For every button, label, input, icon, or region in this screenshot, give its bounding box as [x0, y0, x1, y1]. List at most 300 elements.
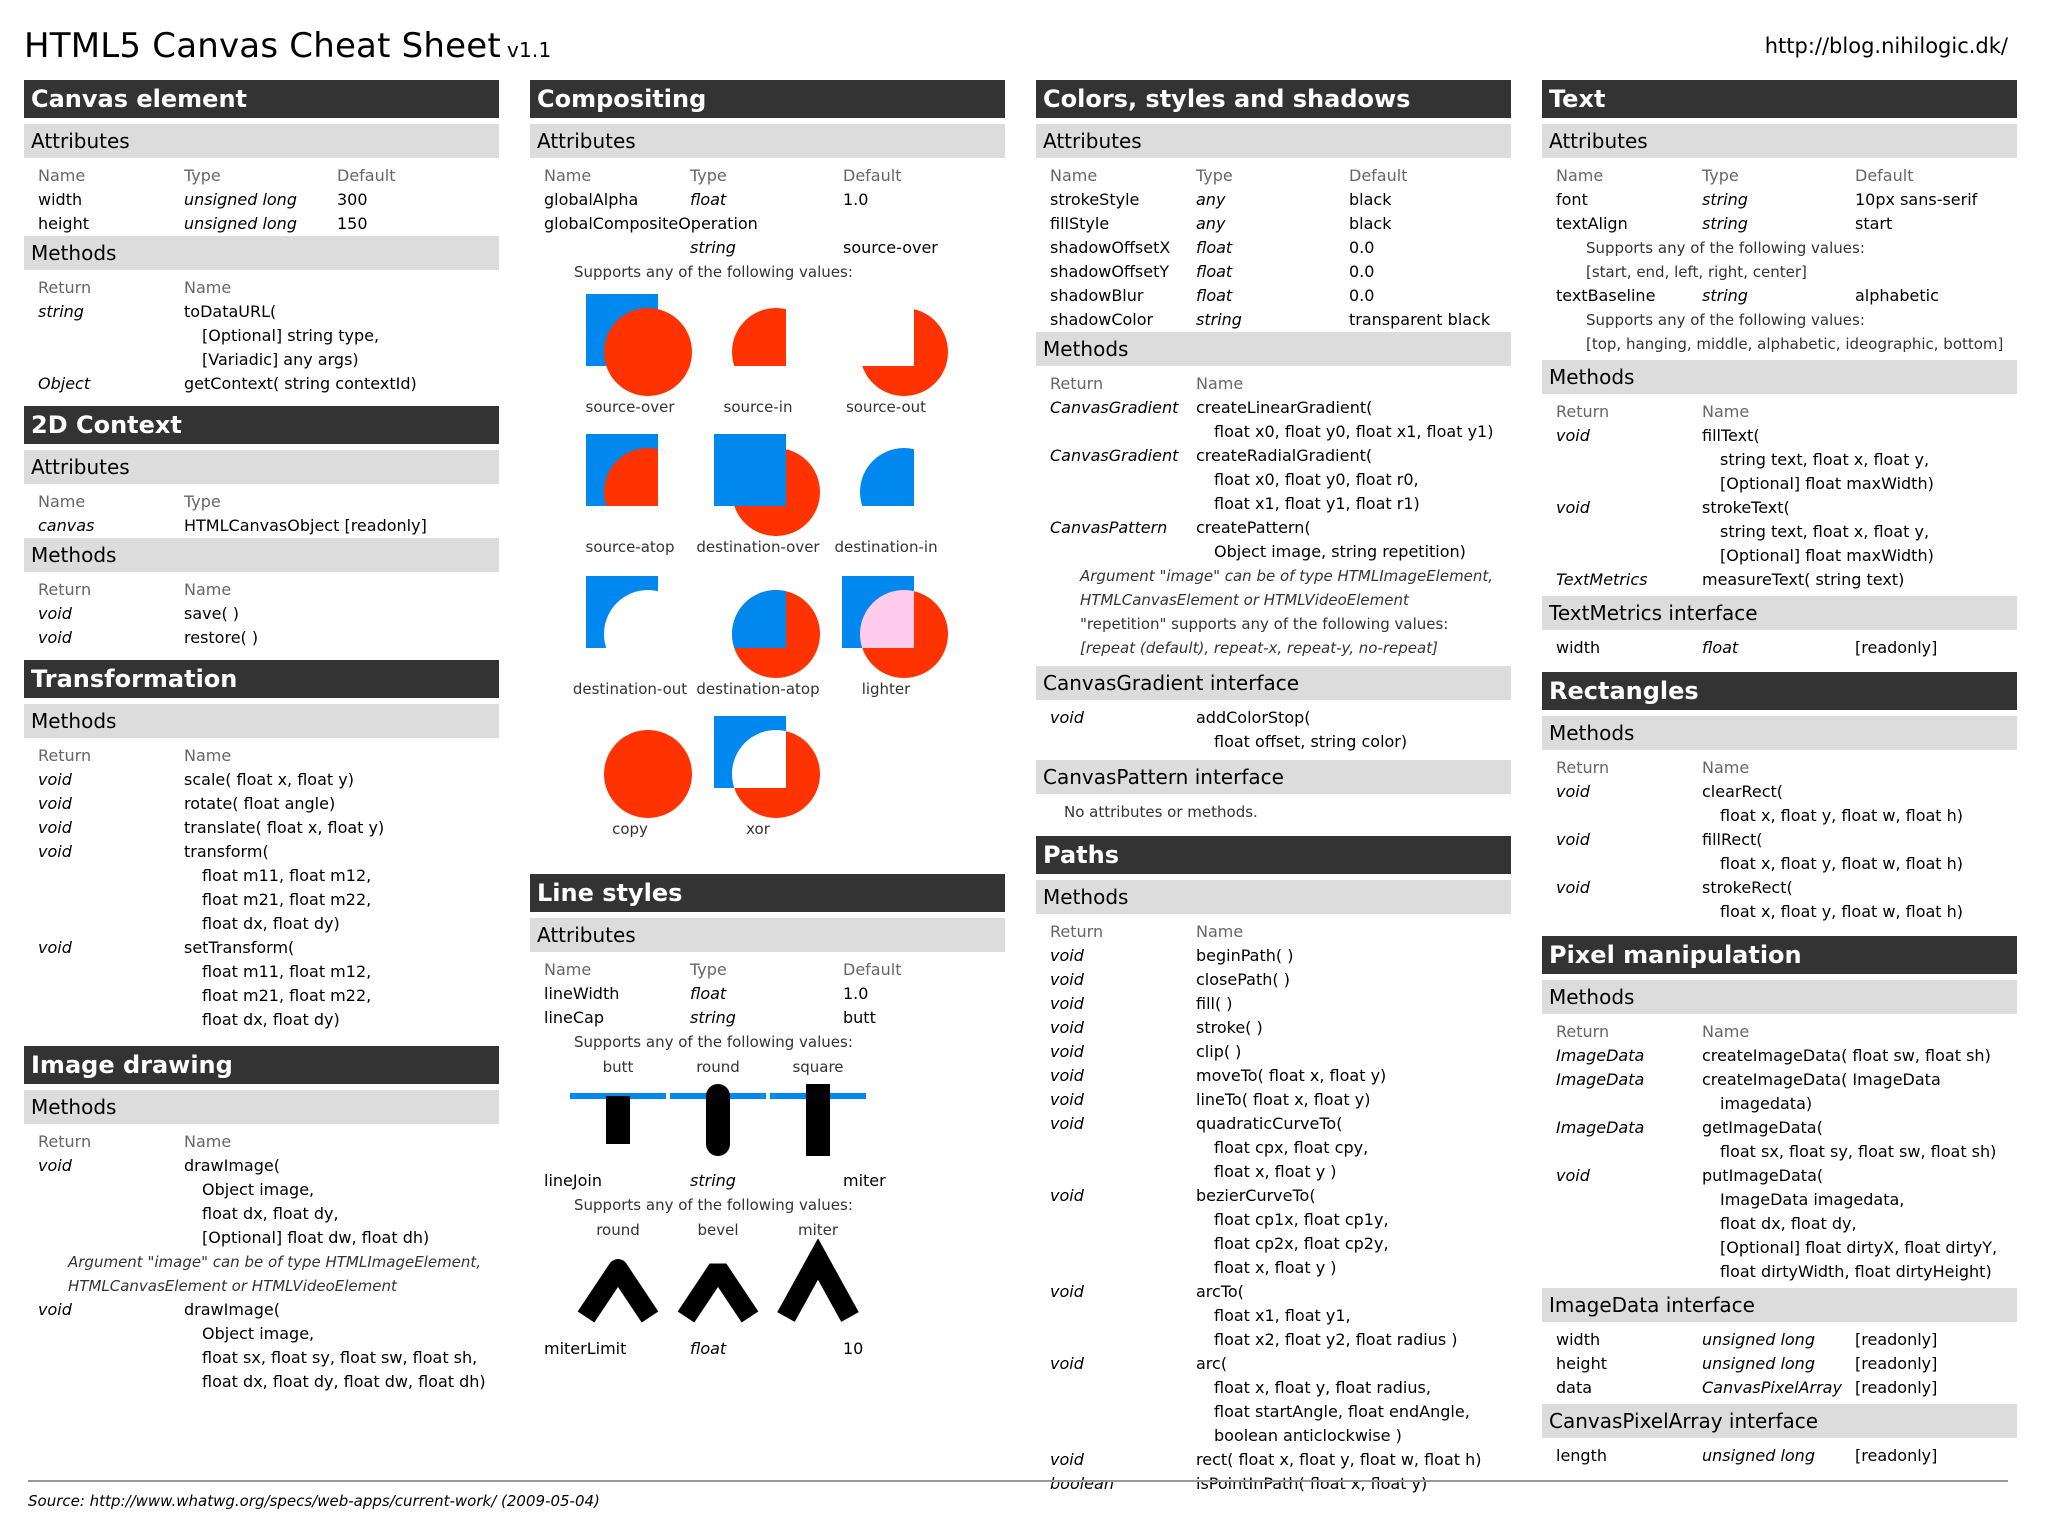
return-type: void — [1050, 1042, 1084, 1061]
signature: float dx, float dy, — [1720, 1214, 1857, 1233]
red-circle — [604, 730, 692, 818]
table-row — [530, 188, 1005, 212]
header-return: Return — [38, 1132, 92, 1151]
op-label: source-out — [845, 398, 927, 416]
table-row — [1036, 188, 1511, 212]
return-type: void — [1556, 498, 1590, 517]
section-paths — [1036, 836, 1511, 1496]
join-stroke — [586, 1269, 650, 1317]
header-name: Name — [1702, 758, 1750, 777]
signature: createImageData( ImageData — [1702, 1070, 1941, 1089]
signature: ImageData imagedata, — [1720, 1190, 1905, 1209]
table-row — [1542, 1236, 2017, 1260]
composite-copy — [604, 730, 692, 838]
return-type: ImageData — [1556, 1046, 1645, 1065]
section-title: Compositing — [530, 80, 1005, 118]
table-row — [1036, 284, 1511, 308]
signature: float cpx, float cpy, — [1214, 1138, 1369, 1157]
table-row — [1036, 1304, 1511, 1328]
join-label: bevel — [697, 1221, 739, 1239]
signature: save( ) — [184, 604, 240, 623]
return-type: void — [1556, 878, 1590, 897]
linecap-butt — [570, 1058, 666, 1144]
methods-table — [1036, 372, 1511, 564]
name-cell: miterLimit — [544, 1339, 627, 1358]
default-cell: [readonly] — [1855, 1446, 1938, 1465]
signature: float x0, float y0, float r0, — [1214, 470, 1419, 489]
return-type: void — [1050, 1090, 1084, 1109]
signature: float startAngle, float endAngle, — [1214, 1402, 1470, 1421]
subsection-methods: Methods — [24, 704, 499, 738]
table-row — [1542, 496, 2017, 520]
textmetrics-table — [1542, 636, 2017, 660]
return-type: ImageData — [1556, 1070, 1645, 1089]
table-row — [24, 300, 499, 324]
table-row — [1036, 1448, 1511, 1472]
name-cell: shadowBlur — [1050, 286, 1144, 305]
page-title: HTML5 Canvas Cheat Sheet v1.1 — [24, 26, 552, 66]
op-label: destination-atop — [696, 680, 820, 698]
section-transformation — [24, 660, 499, 1032]
attributes-table — [1542, 164, 2017, 236]
linecap-round — [670, 1058, 766, 1144]
table-row — [1036, 492, 1511, 516]
signature: float sx, float sy, float sw, float sh) — [1720, 1142, 1997, 1161]
linecap-square — [770, 1058, 866, 1144]
signature: fill( ) — [1196, 994, 1233, 1013]
type-cell: string — [1702, 190, 1748, 209]
table-row — [24, 936, 499, 960]
table-row — [1542, 1068, 2017, 1092]
subsection-textmetrics: TextMetrics interface — [1542, 596, 2017, 630]
table-row — [24, 348, 499, 372]
name-cell: lineCap — [544, 1008, 605, 1027]
name-cell: strokeStyle — [1050, 190, 1140, 209]
signature: [Optional] float dirtyX, float dirtyY, — [1720, 1238, 1998, 1257]
name-cell: lineJoin — [544, 1171, 602, 1190]
default-cell: start — [1855, 214, 1893, 233]
table-row — [1542, 1188, 2017, 1212]
signature: scale( float x, float y) — [184, 770, 354, 789]
header-name: Name — [184, 746, 232, 765]
table-row — [1036, 396, 1511, 420]
table-row — [1542, 804, 2017, 828]
linejoin-round — [586, 1221, 650, 1317]
default-cell: 1.0 — [843, 190, 869, 209]
signature: stroke( ) — [1196, 1018, 1263, 1037]
default-cell: alphabetic — [1855, 286, 1939, 305]
signature: [Optional] string type, — [202, 326, 380, 345]
default-cell: [readonly] — [1855, 638, 1938, 657]
type-cell: float — [1196, 262, 1233, 281]
pixelarray-table — [1542, 1444, 2017, 1468]
table-row — [1036, 468, 1511, 492]
subsection-pixelarray: CanvasPixelArray interface — [1542, 1404, 2017, 1438]
linecap-diagrams — [530, 1054, 1005, 1169]
signature: clip( ) — [1196, 1042, 1242, 1061]
header-return: Return — [1050, 374, 1104, 393]
table-row — [24, 1226, 499, 1250]
return-type: void — [1050, 1114, 1084, 1133]
section-line-styles — [530, 874, 1005, 1361]
header-name: Name — [1196, 374, 1244, 393]
op-label: destination-out — [572, 680, 688, 698]
type-cell: unsigned long — [1702, 1354, 1815, 1373]
subsection-gradient: CanvasGradient interface — [1036, 666, 1511, 700]
table-row — [1036, 260, 1511, 284]
table-row — [24, 372, 499, 396]
composite-source-atop — [586, 434, 693, 556]
name-cell: width — [38, 190, 83, 209]
methods-table — [1542, 756, 2017, 924]
note: "repetition" supports any of the following values: — [1080, 615, 1449, 633]
signature: isPointInPath( float x, float y) — [1196, 1474, 1428, 1493]
table-row — [1542, 472, 2017, 496]
default-cell: 0.0 — [1349, 262, 1375, 281]
type-cell: any — [1196, 190, 1226, 209]
signature: float dirtyWidth, float dirtyHeight) — [1720, 1262, 1992, 1281]
table-row — [24, 1154, 499, 1178]
table-row — [1036, 1280, 1511, 1304]
default-cell: source-over — [843, 238, 938, 257]
table-row — [24, 188, 499, 212]
table-row — [1036, 212, 1511, 236]
signature: [Optional] float maxWidth) — [1720, 546, 1934, 565]
attributes-table — [24, 164, 499, 236]
note: HTMLCanvasElement or HTMLVideoElement — [68, 1277, 397, 1295]
return-type: void — [38, 628, 72, 647]
return-type: void — [1556, 830, 1590, 849]
signature: createRadialGradient( — [1196, 446, 1373, 465]
table-row — [1542, 900, 2017, 924]
table-row — [24, 1008, 499, 1032]
subsection-methods: Methods — [24, 538, 499, 572]
table-row — [24, 912, 499, 936]
composite-source-over — [586, 294, 692, 416]
table-row — [24, 768, 499, 792]
blue-square — [714, 434, 786, 506]
default-cell: 1.0 — [843, 984, 869, 1003]
composite-source-in — [724, 308, 820, 416]
subsection-attributes: Attributes — [24, 124, 499, 158]
signature: HTMLCanvasObject [readonly] — [184, 516, 427, 535]
table-header-row — [1542, 164, 2017, 188]
signature: arcTo( — [1196, 1282, 1244, 1301]
table-row — [1036, 420, 1511, 444]
signature: [Variadic] any args) — [202, 350, 359, 369]
table-row — [1036, 1088, 1511, 1112]
table-row — [1036, 1112, 1511, 1136]
column-4 — [1542, 80, 2017, 1468]
header-return: Return — [1556, 402, 1610, 421]
header-default: Default — [843, 960, 902, 979]
signature: quadraticCurveTo( — [1196, 1114, 1343, 1133]
subsection-methods: Methods — [1542, 980, 2017, 1014]
header-name: Name — [1050, 166, 1098, 185]
table-row — [24, 792, 499, 816]
composite-destination-atop — [696, 576, 820, 698]
note: [start, end, left, right, center] — [1586, 263, 1807, 281]
header-name: Name — [184, 580, 232, 599]
table-header-row — [24, 744, 499, 768]
signature: getImageData( — [1702, 1118, 1823, 1137]
header-return: Return — [38, 580, 92, 599]
table-row — [1542, 1328, 2017, 1352]
signature: string text, float x, float y, — [1720, 450, 1930, 469]
return-type: void — [38, 818, 72, 837]
methods-table — [24, 744, 499, 1032]
table-row — [1036, 730, 1511, 754]
signature: bezierCurveTo( — [1196, 1186, 1316, 1205]
signature: Object image, — [202, 1180, 315, 1199]
section-title: Text — [1542, 80, 2017, 118]
signature: float x1, float y1, float r1) — [1214, 494, 1420, 513]
signature: float dx, float dy) — [202, 914, 340, 933]
type-cell: float — [690, 984, 727, 1003]
name-cell: globalAlpha — [544, 190, 639, 209]
column-1 — [24, 80, 499, 1394]
section-colors-styles-shadows — [1036, 80, 1511, 824]
blue-square — [714, 576, 786, 648]
table-header-row — [24, 490, 499, 514]
section-title: Canvas element — [24, 80, 499, 118]
name-cell: globalCompositeOperation — [544, 214, 758, 233]
signature: createLinearGradient( — [1196, 398, 1373, 417]
table-row — [24, 212, 499, 236]
subsection-attributes: Attributes — [530, 918, 1005, 952]
signature: rect( float x, float y, float w, float h) — [1196, 1450, 1482, 1469]
type-cell: string — [1702, 286, 1748, 305]
miterlimit-row — [530, 1337, 1005, 1361]
table-header-row — [530, 164, 1005, 188]
colors-notes — [1036, 564, 1511, 660]
table-row — [1542, 1212, 2017, 1236]
table-header-row — [1036, 372, 1511, 396]
join-label: round — [596, 1221, 640, 1239]
section-canvas-element — [24, 80, 499, 396]
return-type: void — [1556, 1166, 1590, 1185]
subsection-methods: Methods — [24, 236, 499, 270]
name-cell: data — [1556, 1378, 1593, 1397]
signature: float x2, float y2, float radius ) — [1214, 1330, 1458, 1349]
table-row — [1036, 706, 1511, 730]
table-row — [1036, 516, 1511, 540]
table-header-row — [24, 1130, 499, 1154]
linejoin-row — [530, 1169, 1005, 1193]
subsection-attributes: Attributes — [530, 124, 1005, 158]
table-row — [1542, 1116, 2017, 1140]
name-cell: textAlign — [1556, 214, 1628, 233]
subsection-pattern: CanvasPattern interface — [1036, 760, 1511, 794]
table-row — [1036, 944, 1511, 968]
table-row — [530, 212, 1005, 236]
type-cell: float — [690, 1339, 727, 1358]
signature: translate( float x, float y) — [184, 818, 385, 837]
table-row — [1036, 1064, 1511, 1088]
type-cell: float — [690, 190, 727, 209]
table-row — [1542, 1444, 2017, 1468]
composite-destination-over — [696, 434, 820, 556]
join-stroke — [686, 1269, 750, 1317]
column-2 — [530, 80, 1005, 1361]
type-cell: string — [1196, 310, 1242, 329]
type-cell: string — [690, 238, 736, 257]
signature: toDataURL( — [184, 302, 277, 321]
section-compositing — [530, 80, 1005, 864]
return-type: ImageData — [1556, 1118, 1645, 1137]
default-cell: butt — [843, 1008, 876, 1027]
return-type: void — [1050, 1282, 1084, 1301]
red-circle — [732, 308, 820, 396]
return-type: void — [1050, 1066, 1084, 1085]
header-name: Name — [184, 1132, 232, 1151]
table-row — [1542, 188, 2017, 212]
return-type: void — [1050, 970, 1084, 989]
table-row — [1036, 1208, 1511, 1232]
join-stroke — [786, 1259, 850, 1317]
signature: moveTo( float x, float y) — [1196, 1066, 1387, 1085]
section-title: Pixel manipulation — [1542, 936, 2017, 974]
methods-table — [1542, 1020, 2017, 1284]
red-circle — [860, 308, 948, 396]
signature: float x, float y ) — [1214, 1258, 1337, 1277]
section-text — [1542, 80, 2017, 660]
name-cell: fillStyle — [1050, 214, 1110, 233]
signature: float x1, float y1, — [1214, 1306, 1351, 1325]
op-label: destination-in — [834, 538, 938, 556]
table-row — [1036, 1376, 1511, 1400]
methods-table — [24, 578, 499, 650]
signature: boolean anticlockwise ) — [1214, 1426, 1402, 1445]
table-row — [1542, 520, 2017, 544]
header-return: Return — [1556, 758, 1610, 777]
table-row — [1036, 236, 1511, 260]
default-cell: [readonly] — [1855, 1330, 1938, 1349]
default-cell: transparent black — [1349, 310, 1491, 329]
header-default: Default — [1349, 166, 1408, 185]
default-cell: 10px sans-serif — [1855, 190, 1978, 209]
default-cell: miter — [843, 1171, 886, 1190]
signature: createPattern( — [1196, 518, 1311, 537]
return-type: void — [38, 770, 72, 789]
table-row — [24, 626, 499, 650]
table-row — [1542, 568, 2017, 592]
cap-label: square — [792, 1058, 844, 1076]
section-title: Rectangles — [1542, 672, 2017, 710]
table-row — [1542, 1164, 2017, 1188]
compositing-diagrams — [530, 284, 1005, 864]
signature: drawImage( — [184, 1156, 280, 1175]
type-cell: float — [1196, 238, 1233, 257]
table-row — [530, 1169, 1005, 1193]
section-rectangles — [1542, 672, 2017, 924]
table-header-row — [1542, 400, 2017, 424]
signature: float m11, float m12, — [202, 962, 372, 981]
table-header-row — [24, 276, 499, 300]
supports-note: Supports any of the following values: — [574, 1033, 853, 1051]
table-row — [1542, 1140, 2017, 1164]
return-type: CanvasGradient — [1050, 398, 1179, 417]
header-return: Return — [38, 746, 92, 765]
table-row — [1036, 992, 1511, 1016]
table-row — [1036, 308, 1511, 332]
op-label: lighter — [861, 680, 911, 698]
table-row — [1036, 1472, 1511, 1496]
methods-table — [1036, 920, 1511, 1496]
default-cell: [readonly] — [1855, 1354, 1938, 1373]
op-label: source-in — [723, 398, 793, 416]
table-row — [1036, 1160, 1511, 1184]
blue-square — [842, 434, 914, 506]
table-row — [1542, 448, 2017, 472]
table-header-row — [24, 578, 499, 602]
table-row — [1542, 1376, 2017, 1400]
table-row — [1542, 212, 2017, 236]
linejoin-miter — [786, 1221, 850, 1317]
site-url[interactable]: http://blog.nihilogic.dk/ — [1764, 34, 2008, 58]
section-title: Transformation — [24, 660, 499, 698]
name-cell: font — [1556, 190, 1588, 209]
return-type: TextMetrics — [1556, 570, 1648, 589]
table-header-row — [1542, 1020, 2017, 1044]
header-name: Name — [1196, 922, 1244, 941]
signature: [Optional] float maxWidth) — [1720, 474, 1934, 493]
table-header-row — [1036, 164, 1511, 188]
header-type: Type — [1196, 166, 1233, 185]
table-row — [1036, 1232, 1511, 1256]
subsection-methods: Methods — [1036, 880, 1511, 914]
table-row — [24, 984, 499, 1008]
header-default: Default — [843, 166, 902, 185]
table-row — [1542, 1352, 2017, 1376]
join-label: miter — [797, 1221, 839, 1239]
return-type: void — [38, 604, 72, 623]
type-cell: unsigned long — [1702, 1330, 1815, 1349]
signature: float x, float y, float w, float h) — [1720, 854, 1964, 873]
type-cell: any — [1196, 214, 1226, 233]
name-cell: height — [1556, 1354, 1607, 1373]
name-cell: height — [38, 214, 89, 233]
signature: imagedata) — [1720, 1094, 1813, 1113]
return-type: string — [38, 302, 84, 321]
section-image-drawing — [24, 1046, 499, 1394]
table-row — [24, 1346, 499, 1370]
table-row — [1036, 1136, 1511, 1160]
subsection-methods: Methods — [1542, 360, 2017, 394]
op-label: xor — [746, 820, 770, 838]
table-row — [24, 1322, 499, 1346]
return-type: void — [38, 938, 72, 957]
cap-label: round — [696, 1058, 740, 1076]
return-type: boolean — [1050, 1474, 1114, 1493]
header-name: Name — [1702, 402, 1750, 421]
note: Argument "image" can be of type HTMLImageElement, — [1080, 567, 1494, 585]
methods-table — [1542, 400, 2017, 592]
note: Argument "image" can be of type HTMLImageElement, — [68, 1253, 482, 1271]
return-type: void — [1556, 782, 1590, 801]
return-type: void — [1050, 1450, 1084, 1469]
return-type: void — [38, 842, 72, 861]
note: Supports any of the following values: — [1586, 239, 1865, 257]
blue-square — [586, 576, 658, 648]
attributes-table — [530, 164, 1005, 260]
signature: float m21, float m22, — [202, 890, 372, 909]
table-row — [1542, 424, 2017, 448]
signature: rotate( float angle) — [184, 794, 336, 813]
version-label: v1.1 — [506, 38, 552, 62]
return-type: void — [1050, 1018, 1084, 1037]
return-type: void — [1050, 1186, 1084, 1205]
